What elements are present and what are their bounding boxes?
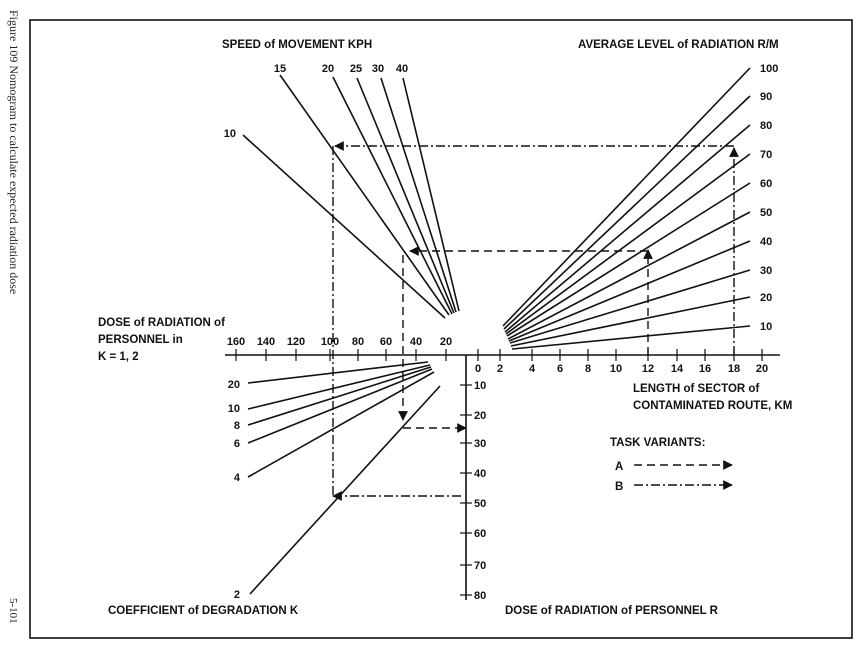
coefficient-value: 8 [233,420,240,432]
coefficient-value: 10 [227,403,240,415]
tick-label: 14 [670,363,684,375]
tick-label: 50 [474,498,487,510]
tick-label: 140 [256,336,276,348]
tick-label: 100 [320,336,340,348]
tick-label: 40 [474,468,487,480]
legend-label-a: A [615,461,624,473]
tick-label: 16 [698,363,712,375]
figure-caption: Figure 109 Nomogram to calculate expected radiation dose [7,10,21,295]
tick-label: 120 [286,336,306,348]
speed-line [243,135,445,318]
tick-label: 30 [474,438,487,450]
legend-label-b: B [615,481,624,493]
speed-value: 10 [223,128,236,140]
radiation-line [503,68,750,326]
tick-label: 160 [226,336,246,348]
radiation-line [507,183,750,336]
coefficient-label: COEFFICIENT of DEGRADATION K [108,605,299,617]
dose-k-label-line3: K = 1, 2 [98,351,139,363]
speed-line [280,75,449,315]
coefficient-value: 20 [227,379,240,391]
speed-line [357,78,454,313]
radiation-value: 30 [760,265,773,277]
tick-label: 70 [474,560,487,572]
length-label-line1: LENGTH of SECTOR of [633,383,760,395]
tick-label: 20 [755,363,769,375]
speed-value: 15 [273,63,287,75]
radiation-value: 80 [760,120,773,132]
speed-line [403,78,459,311]
radiation-line [505,125,750,332]
avg-radiation-label: AVERAGE LEVEL of RADIATION R/M [578,39,779,51]
radiation-value: 60 [760,178,773,190]
radiation-value: 50 [760,207,773,219]
coefficient-value: 4 [233,472,240,484]
radiation-lines [503,63,778,349]
speed-lines [224,63,459,318]
speed-value: 30 [371,63,385,75]
tick-label: 80 [351,336,365,348]
tick-label: 6 [556,363,564,375]
task-variants-legend [610,437,732,493]
coefficient-lines [228,362,440,601]
dose-k-axis-ticks [227,336,452,361]
speed-label: SPEED of MOVEMENT KPH [222,39,373,51]
tick-label: 40 [409,336,423,348]
radiation-line [508,212,750,339]
radiation-line [504,96,750,329]
radiation-value: 100 [760,63,779,75]
coefficient-line [248,372,434,477]
tick-label: 80 [474,590,487,602]
dose-k-label-line2: PERSONNEL in [98,334,183,346]
radiation-value: 20 [760,292,773,304]
speed-value: 40 [395,63,409,75]
tick-label: 60 [379,336,393,348]
legend-title: TASK VARIANTS: [610,437,706,449]
tick-label: 20 [474,410,487,422]
length-label-line2: CONTAMINATED ROUTE, KM [633,400,793,412]
radiation-value: 40 [760,236,773,248]
dose-r-axis-ticks [460,380,486,602]
tick-label: 8 [584,363,592,375]
tick-label: 0 [474,363,482,375]
dose-r-label: DOSE of RADIATION of PERSONNEL R [505,605,718,617]
radiation-value: 10 [760,321,773,333]
coefficient-line [250,386,440,594]
tick-label: 2 [496,363,504,375]
tick-label: 10 [609,363,623,375]
tick-label: 20 [439,336,453,348]
tick-label: 18 [727,363,741,375]
tick-label: 60 [474,528,487,540]
radiation-value: 90 [760,91,773,103]
speed-value: 20 [321,63,335,75]
tick-label: 10 [474,380,487,392]
dose-k-label-line1: DOSE of RADIATION of [98,317,225,329]
page-number: 5-101 [7,598,19,624]
figure-frame [30,20,852,638]
coefficient-value: 6 [233,438,240,450]
tick-label: 12 [641,363,655,375]
tick-label: 4 [528,363,536,375]
speed-value: 25 [349,63,363,75]
radiation-value: 70 [760,149,773,161]
coefficient-value: 2 [233,589,240,601]
radiation-line [512,326,750,349]
length-axis-ticks [475,349,768,375]
